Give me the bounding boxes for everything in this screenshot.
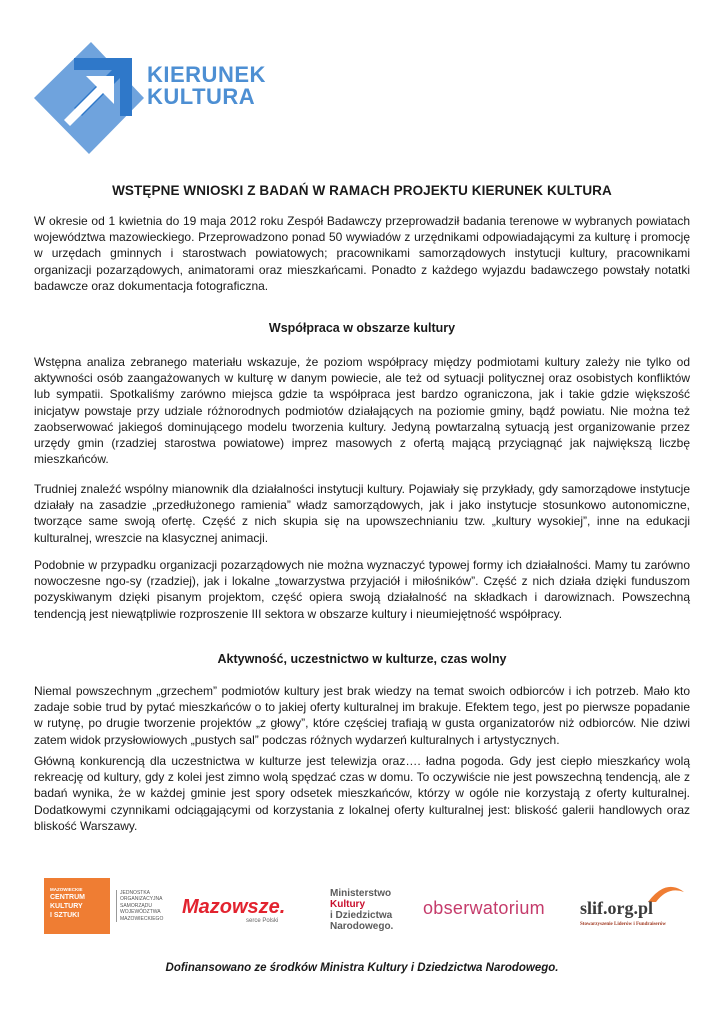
slif-wordmark: slif.org.pl <box>580 898 654 918</box>
slif-logo <box>580 882 690 936</box>
slif-tagline: Stowarzyszenie Liderów i Fundraiserów <box>580 922 666 927</box>
logo-line-2: KULTURA <box>147 84 256 109</box>
mck-side-line-5: MAZOWIECKIEGO <box>120 915 164 922</box>
mck-side-line-2: ORGANIZACYJNA <box>120 896 163 903</box>
section2-paragraph-1: Niemal powszechnym „grzechem” podmiotów kultury jest brak wiedzy na temat swoich odbiorców i ich potrzeb. Mało kto zadaje sobie trud by pytać mieszkańców o to jakiej oferty kulturalnej im brakuje. Efektem tego, jest po pierwsze popadanie w rutynę, po drugie tworzenie projektów „z głowy”, które częściej trafiają w gusta organizatorów niż odbiorców. Nie dziwi zatem widok przysłowiowych „pustych sal” podczas różnych wydarzeń kulturalnych i artystycznych. <box>34 684 690 747</box>
arrow-up-right-icon <box>34 40 144 156</box>
obserwatorium-logo: obserwatorium <box>423 898 545 918</box>
logo-wordmark <box>147 64 266 108</box>
funding-note: Dofinansowano ze środków Ministra Kultury i Dziedzictwa Narodowego. <box>165 962 559 974</box>
mck-box-line-1: MAZOWIECKIE <box>50 887 83 892</box>
mck-logo <box>44 878 174 934</box>
intro-paragraph: W okresie od 1 kwietnia do 19 maja 2012 roku Zespół Badawczy przeprowadził badania terenowe w wybranych powiatach województwa mazowieckiego. Przeprowadzono ponad 50 wywiadów z urzędnikami odpowiadającymi za kulturę i promocję w urzędach gminnych i starostwach powiatowych; pracownikami samorządowych instytucji kultury, pracownikami organizacji pozarządowych, animatorami oraz mieszkańcami. Ponadto z każdego wyjazdu badawczego powstały notatki badawcze oraz dokumentacja fotograficzna. <box>34 214 690 293</box>
logo-line-1: KIERUNEK <box>147 62 266 87</box>
section1-paragraph-1: Wstępna analiza zebranego materiału wskazuje, że poziom współpracy między podmiotami kultury zależy nie tylko od aktywności osób zaangażowanych w kulturę w danym powiecie, ale też od sytuacji politycznej oraz osobistych konfliktów lub sympatii. Spotkaliśmy zarówno miejsca gdzie ta współpraca jest bardzo ograniczona, jak i takie gdzie większość inicjatyw powstaje przy udziale różnorodnych podmiotów działających na poziomie gminy, bądź powiatu. Nie można też zaobserwować jakiegoś dominującego modelu tworzenia kultury. Jedyną powtarzalną sytuacją jest organizowanie przez urzędy gmin (rzadziej starostwa powiatowe) imprez masowych z ofertą mającą przyciągnąć jak największą liczbę mieszkańców. <box>34 355 690 467</box>
kierunek-kultura-logo <box>34 40 274 160</box>
partner-logos <box>34 876 690 936</box>
section2-paragraph-2: Główną konkurencją dla uczestnictwa w kulturze jest telewizja oraz…. ładna pogoda. Gdy jest ciepło mieszkańcy wolą rekreację od kultury, gdy z kolei jest zimno wolą spędzać czas w domu. To oczywiście nie jest powszechną tendencją, ale z badań wynika, że w każdej gminie jest spory odsetek mieszkańców, którzy w ogóle nie korzystają z oferty kulturalnej. Dodatkowymi czynnikami odciągającymi od korzystania z lokalnej oferty kulturalnej jest: bliskość galerii handlowych oraz bliskość Warszawy. <box>34 754 690 833</box>
section1-paragraph-3: Podobnie w przypadku organizacji pozarządowych nie można wyznaczyć typowej formy ich działalności. Mamy tu zarówno nowoczesne ngo-sy (rzadziej), jak i lokalne „towarzystwa przyjaciół i miłośników”. Część z nich działa dzięki funduszom pozyskiwanym dzięki pisanym projektom, część opiera swoją działalność na składkach i darowiznach. Powszechną tendencją jest niewątpliwie rozproszenie III sektora w obszarze kultury i nieumiejętność współpracy. <box>34 558 690 621</box>
mck-box-line-4: I SZTUKI <box>50 912 80 919</box>
ministry-logo <box>330 888 410 938</box>
mazowsze-logo <box>182 896 302 936</box>
ministry-line-4: Narodowego. <box>330 921 394 932</box>
ministry-line-3: i Dziedzictwa <box>330 910 393 921</box>
page-title: WSTĘPNE WNIOSKI Z BADAŃ W RAMACH PROJEKTU KIERUNEK KULTURA <box>112 183 612 198</box>
ministry-line-2: Kultury <box>330 899 365 910</box>
mck-box-line-2: CENTRUM <box>50 894 85 901</box>
mck-side-line-1: JEDNOSTKA <box>120 890 151 896</box>
mazowsze-wordmark: Mazowsze. <box>182 896 286 918</box>
mck-box-line-3: KULTURY <box>50 903 83 910</box>
mazowsze-tagline: serce Polski <box>246 918 279 924</box>
mck-side-line-3: SAMORZĄDU <box>120 902 152 909</box>
section-heading-cooperation: Współpraca w obszarze kultury <box>268 321 456 335</box>
ministry-line-1: Ministerstwo <box>330 888 392 899</box>
section-heading-activity: Aktywność, uczestnictwo w kulturze, czas wolny <box>217 652 507 666</box>
section1-paragraph-2: Trudniej znaleźć wspólny mianownik dla działalności instytucji kultury. Pojawiały się przykłady, gdy samorządowe instytucje działały na zasadzie „przedłużonego ramienia” władz samorządowych, jak i jako instytucje stosunkowo autonomiczne, tworzące same swoją ofertę. Część z nich skupia się na upowszechnianiu tzw. „kultury wysokiej”, inne na edukacji kulturalnej, wreszcie na klasycznej animacji. <box>34 482 690 545</box>
mck-side-line-4: WOJEWÓDZTWA <box>120 909 161 916</box>
